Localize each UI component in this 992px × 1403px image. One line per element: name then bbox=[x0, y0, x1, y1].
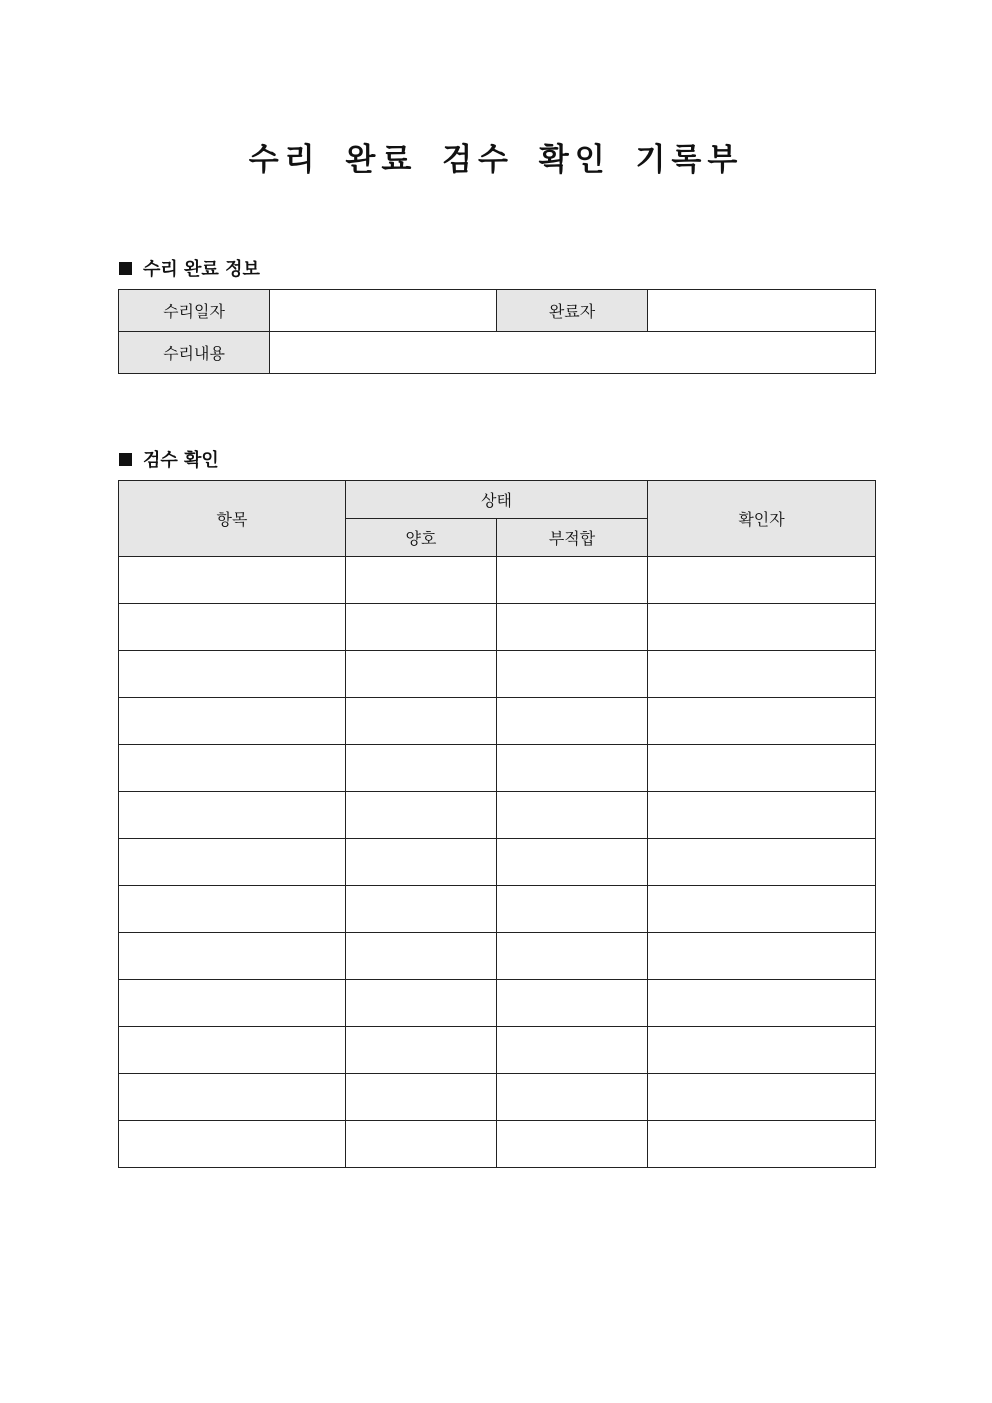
section-heading-inspection bbox=[119, 446, 219, 472]
inspector-cell[interactable] bbox=[648, 886, 876, 933]
nonconforming-cell[interactable] bbox=[497, 745, 648, 792]
nonconforming-cell[interactable] bbox=[497, 980, 648, 1027]
inspector-cell[interactable] bbox=[648, 980, 876, 1027]
square-bullet-icon bbox=[119, 453, 132, 466]
inspector-cell[interactable] bbox=[648, 1027, 876, 1074]
inspector-cell[interactable] bbox=[648, 1121, 876, 1168]
nonconforming-cell[interactable] bbox=[497, 792, 648, 839]
table-row bbox=[119, 1027, 876, 1074]
completed-by-field[interactable] bbox=[648, 290, 876, 332]
nonconforming-cell[interactable] bbox=[497, 1074, 648, 1121]
nonconforming-cell[interactable] bbox=[497, 698, 648, 745]
table-row bbox=[119, 651, 876, 698]
item-cell[interactable] bbox=[119, 839, 346, 886]
repair-content-label: 수리내용 bbox=[119, 332, 270, 374]
item-cell[interactable] bbox=[119, 651, 346, 698]
table-row bbox=[119, 980, 876, 1027]
repair-content-field[interactable] bbox=[270, 332, 876, 374]
item-cell[interactable] bbox=[119, 745, 346, 792]
item-cell[interactable] bbox=[119, 933, 346, 980]
section-heading-label: 검수 확인 bbox=[143, 450, 219, 471]
document-title: 수리 완료 검수 확인 기록부 bbox=[248, 142, 744, 178]
good-cell[interactable] bbox=[346, 557, 497, 604]
item-cell[interactable] bbox=[119, 557, 346, 604]
nonconforming-cell[interactable] bbox=[497, 604, 648, 651]
nonconforming-cell[interactable] bbox=[497, 1121, 648, 1168]
inspector-cell[interactable] bbox=[648, 792, 876, 839]
table-row bbox=[119, 792, 876, 839]
inspector-cell[interactable] bbox=[648, 604, 876, 651]
inspector-cell[interactable] bbox=[648, 745, 876, 792]
inspector-cell[interactable] bbox=[648, 933, 876, 980]
inspector-cell[interactable] bbox=[648, 698, 876, 745]
item-cell[interactable] bbox=[119, 1074, 346, 1121]
good-cell[interactable] bbox=[346, 604, 497, 651]
repair-info-table bbox=[118, 289, 876, 374]
column-header-inspector: 확인자 bbox=[648, 481, 876, 557]
good-cell[interactable] bbox=[346, 792, 497, 839]
good-cell[interactable] bbox=[346, 839, 497, 886]
good-cell[interactable] bbox=[346, 980, 497, 1027]
square-bullet-icon bbox=[119, 262, 132, 275]
column-header-item: 항목 bbox=[119, 481, 346, 557]
table-row bbox=[119, 604, 876, 651]
table-row bbox=[119, 886, 876, 933]
good-cell[interactable] bbox=[346, 886, 497, 933]
nonconforming-cell[interactable] bbox=[497, 839, 648, 886]
nonconforming-cell[interactable] bbox=[497, 557, 648, 604]
good-cell[interactable] bbox=[346, 1027, 497, 1074]
table-row bbox=[119, 933, 876, 980]
table-row bbox=[119, 745, 876, 792]
item-cell[interactable] bbox=[119, 980, 346, 1027]
item-cell[interactable] bbox=[119, 604, 346, 651]
good-cell[interactable] bbox=[346, 698, 497, 745]
column-header-status: 상태 bbox=[346, 481, 648, 519]
item-cell[interactable] bbox=[119, 698, 346, 745]
inspection-table bbox=[118, 480, 876, 1168]
nonconforming-cell[interactable] bbox=[497, 1027, 648, 1074]
table-row bbox=[119, 557, 876, 604]
repair-date-label: 수리일자 bbox=[119, 290, 270, 332]
table-row bbox=[119, 698, 876, 745]
item-cell[interactable] bbox=[119, 1027, 346, 1074]
repair-date-field[interactable] bbox=[270, 290, 497, 332]
good-cell[interactable] bbox=[346, 1074, 497, 1121]
section-heading-label: 수리 완료 정보 bbox=[143, 259, 260, 280]
item-cell[interactable] bbox=[119, 886, 346, 933]
inspector-cell[interactable] bbox=[648, 1074, 876, 1121]
good-cell[interactable] bbox=[346, 933, 497, 980]
nonconforming-cell[interactable] bbox=[497, 651, 648, 698]
inspector-cell[interactable] bbox=[648, 557, 876, 604]
inspection-table-body bbox=[119, 557, 876, 1168]
inspector-cell[interactable] bbox=[648, 839, 876, 886]
column-header-nonconforming: 부적합 bbox=[497, 519, 648, 557]
item-cell[interactable] bbox=[119, 1121, 346, 1168]
nonconforming-cell[interactable] bbox=[497, 886, 648, 933]
nonconforming-cell[interactable] bbox=[497, 933, 648, 980]
item-cell[interactable] bbox=[119, 792, 346, 839]
section-heading-repair-info bbox=[119, 255, 260, 281]
table-row bbox=[119, 1121, 876, 1168]
inspector-cell[interactable] bbox=[648, 651, 876, 698]
good-cell[interactable] bbox=[346, 651, 497, 698]
completed-by-label: 완료자 bbox=[497, 290, 648, 332]
table-row bbox=[119, 1074, 876, 1121]
good-cell[interactable] bbox=[346, 745, 497, 792]
table-row bbox=[119, 839, 876, 886]
good-cell[interactable] bbox=[346, 1121, 497, 1168]
column-header-good: 양호 bbox=[346, 519, 497, 557]
